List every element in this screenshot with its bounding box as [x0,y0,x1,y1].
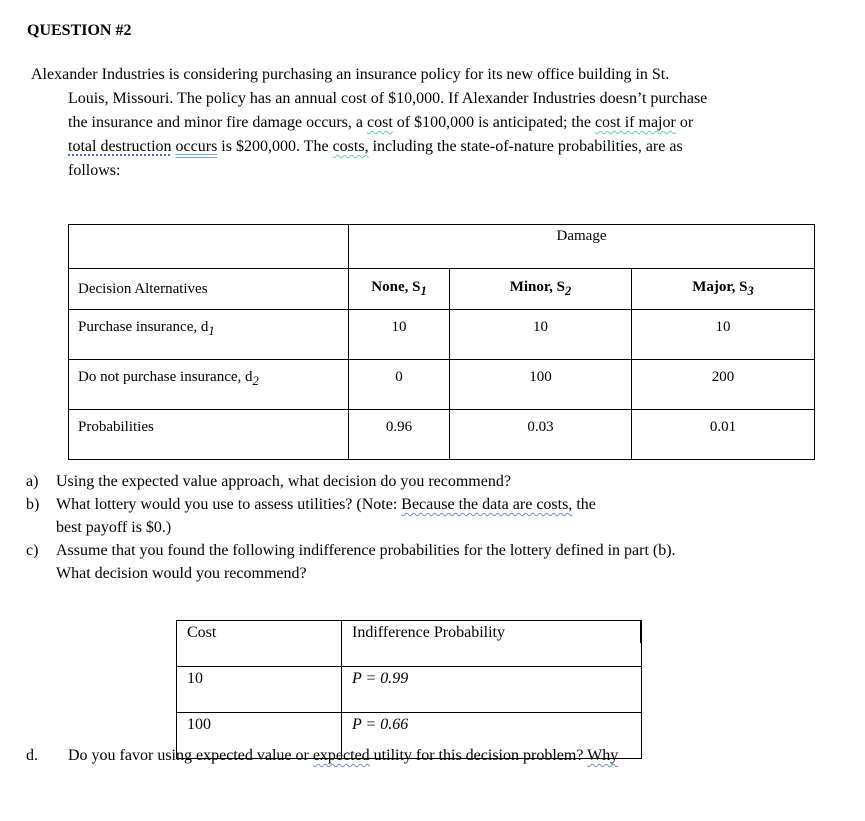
question-marker: b) [26,496,40,513]
header-text: Major, S [692,279,748,295]
table-row [69,410,815,460]
header-major [632,269,815,310]
table-header-row [177,621,642,667]
table-cell: P = 0.66 [342,713,642,759]
grammar-flag: Because the data are costs, [401,496,573,513]
damage-header: Damage [349,225,815,269]
row-label-text: Purchase insurance, d [78,319,209,335]
question-text [56,539,826,585]
table-cell: 0.01 [632,410,815,460]
header-decision-alternatives: Decision Alternatives [69,269,349,310]
table-cell [69,225,349,269]
subscript: 2 [565,284,572,298]
text-span: is $200,000. The [217,138,333,155]
text-cursor [640,621,642,643]
text-span: the [572,496,596,513]
header-text: None, S [371,279,421,295]
question-c [26,539,826,585]
row-label-text: Do not purchase insurance, d [78,369,253,385]
text-span: What decision would you recommend? [56,565,307,582]
question-marker: a) [26,473,39,490]
subscript: 2 [252,374,259,388]
table-cell: 100 [177,713,342,759]
table-cell: 10 [632,310,815,360]
text-span: Assume that you found the following indifference probabilities for the lottery defined in part (b). [56,542,676,559]
style-flag: total destruction [68,138,172,155]
table-row [177,667,642,713]
text-span: the insurance and minor fire damage occurs, a [68,114,367,131]
table-cell: 0 [349,360,450,410]
payoff-table [68,224,815,460]
grammar-flag: costs, [332,138,369,155]
grammar-flag: cost if major [594,114,676,131]
question-b [26,493,826,539]
table-cell: 10 [177,667,342,713]
intro-line-1: Alexander Industries is considering purchasing an insurance policy for its new office building in St. [31,66,670,83]
table-row [69,310,815,360]
indifference-table [176,620,642,759]
table-cell: 0.96 [349,410,450,460]
question-text [56,493,826,539]
table-header-row [69,269,815,310]
row-label [69,360,349,410]
subscript: 3 [747,284,754,298]
header-cost: Cost [177,621,342,667]
intro-line-3 [31,111,821,135]
text-span: utility for this decision problem? [369,747,588,764]
grammar-flag: Why [587,747,619,764]
intro-line-5: follows: [68,162,121,179]
question-heading: QUESTION #2 [27,22,132,39]
text-span: What lottery would you use to assess utilities? (Note: [56,496,402,513]
question-marker: c) [26,542,39,559]
grammar-flag: occurs [175,138,218,155]
text-span: or [675,114,694,131]
text-span: of $100,000 is anticipated; the [392,114,595,131]
intro-line-2: Louis, Missouri. The policy has an annual cost of $10,000. If Alexander Industries doesn’t purchase [68,90,708,107]
table-cell: 200 [632,360,815,410]
text-span: best payoff is $0.) [56,519,172,536]
text-span: Do you favor using expected value or [68,747,313,764]
subscript: 1 [420,284,427,298]
header-indifference-probability: Indifference Probability [342,621,642,667]
table-cell: P = 0.99 [342,667,642,713]
question-a [26,470,826,493]
table-cell: 10 [450,310,632,360]
question-list [26,470,826,585]
table-row [69,225,815,269]
header-none [349,269,450,310]
header-text: Minor, S [509,279,566,295]
table-cell: 10 [349,310,450,360]
grammar-flag: cost [366,114,393,131]
row-label [69,310,349,360]
problem-statement [31,63,821,183]
question-d [26,747,618,765]
table-cell: 0.03 [450,410,632,460]
table-cell: 100 [450,360,632,410]
header-minor [450,269,632,310]
question-marker: d. [26,747,38,764]
grammar-flag: expected [312,747,370,764]
subscript: 1 [208,324,215,338]
intro-line-4 [31,135,821,159]
text-span: including the state-of-nature probabilities, are as [368,138,683,155]
question-text: Using the expected value approach, what decision do you recommend? [56,473,511,490]
row-label: Probabilities [69,410,349,460]
table-row [69,360,815,410]
